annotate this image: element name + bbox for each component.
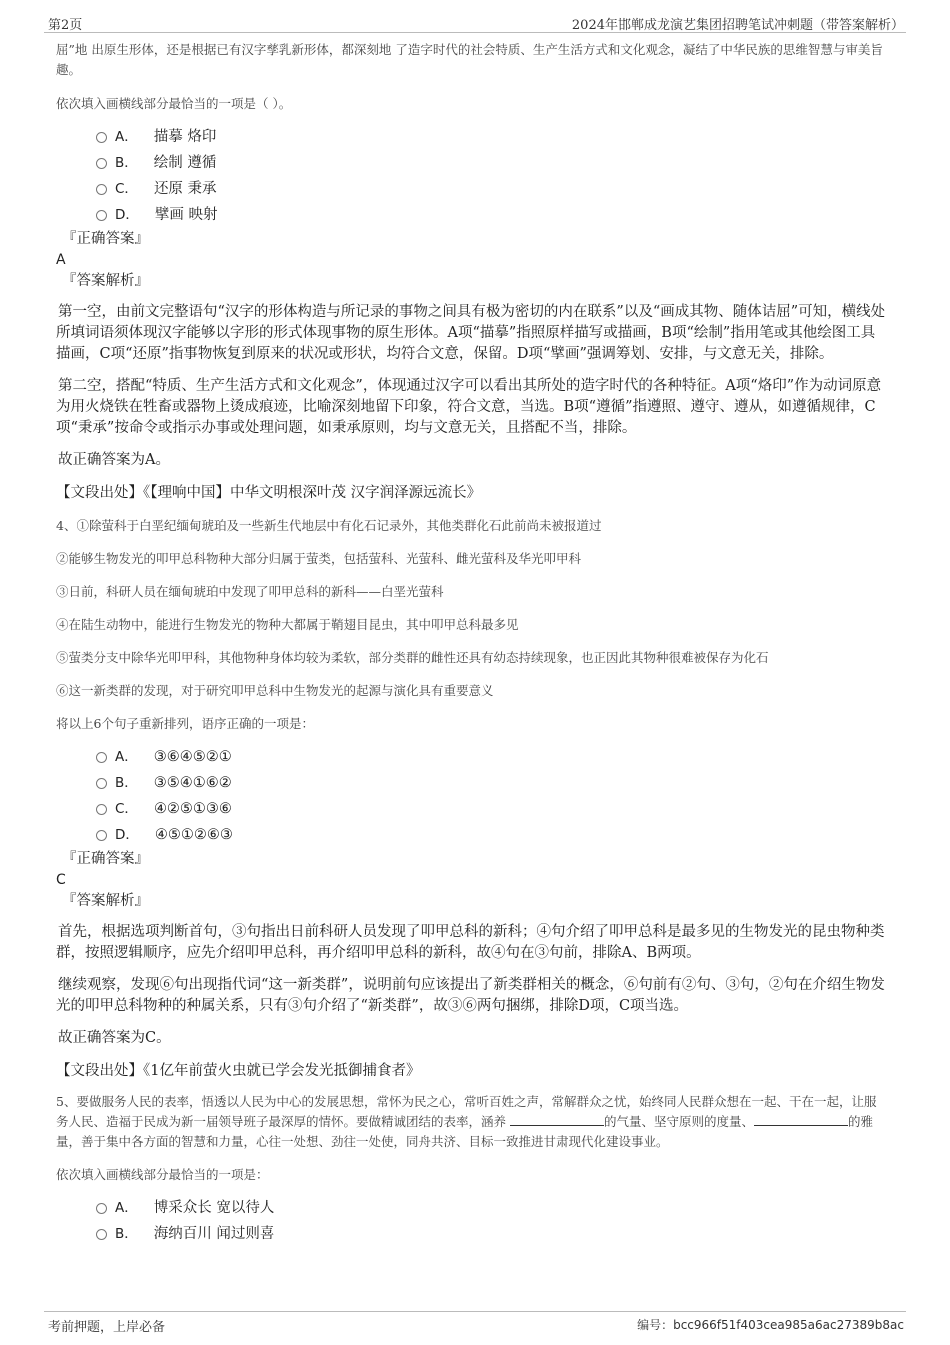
q4-sentence-3: ③日前，科研人员在缅甸琥珀中发现了叩甲总科的新科——白垩光萤科 (56, 584, 444, 599)
q4-option-b[interactable]: B． ③⑤④①⑥② (96, 770, 888, 796)
fill-blank-2[interactable] (754, 1113, 848, 1126)
radio-icon[interactable] (96, 804, 107, 815)
q4-option-d[interactable]: D． ④⑤①②⑥③ (96, 822, 888, 848)
radio-icon[interactable] (96, 830, 107, 841)
radio-icon[interactable] (96, 752, 107, 763)
q5-stem: 5、要做服务人民的表率，悟透以人民为中心的发展思想，常怀为民之心，常听百姓之声，常解群众之忧，始终同人民群众想在一起、干在一起，让服务人民、造福于民成为新一届领导班子最深厚的情怀。要做精诚团结的表率，涵养 的气量、坚守原则的度量、 的雅量，善于集中各方面的智慧和力量，心往一处想、劲往一处使，同舟共济、目标一致推进甘肃现代化建设事业。 (56, 1094, 877, 1149)
page-content (56, 40, 888, 1247)
q3-passage-tail: 屈”地 出原生形体，还是根据已有汉字孳乳新形体，都深刻地 了造字时代的社会特质、生产生活方式和文化观念，凝结了中华民族的思维智慧与审美旨趣。 (56, 42, 883, 77)
q3-answer-label: 『正确答案』 (62, 231, 149, 247)
q4-answer: C (56, 872, 66, 888)
q3-answer: A (56, 252, 66, 268)
q4-option-c[interactable]: C． ④②⑤①③⑥ (96, 796, 888, 822)
q3-option-a[interactable]: A． 描摹 烙印 (96, 124, 888, 150)
q3-source: 【文段出处】《【理响中国】中华文明根深叶茂 汉字润泽源远流长》 (56, 485, 482, 501)
q5-options (96, 1195, 888, 1247)
page-footer (44, 1311, 906, 1334)
radio-icon[interactable] (96, 1203, 107, 1214)
q5-option-a[interactable]: A． 博采众长 宽以待人 (96, 1195, 888, 1221)
q4-prompt: 将以上6个句子重新排列，语序正确的一项是： (56, 716, 314, 731)
q3-options (96, 124, 888, 228)
q4-sentence-4: ④在陆生动物中，能进行生物发光的物种大都属于鞘翅目昆虫，其中叩甲总科最多见 (56, 617, 519, 632)
q3-option-c[interactable]: C． 还原 秉承 (96, 176, 888, 202)
q4-option-a[interactable]: A． ③⑥④⑤②① (96, 744, 888, 770)
q5-option-b[interactable]: B． 海纳百川 闻过则喜 (96, 1221, 888, 1247)
q3-analysis-1: 第一空，由前文完整语句“汉字的形体构造与所记录的事物之间具有极为密切的内在联系”以及“画成其物、随体诘屈”可知，横线处所填词语须体现汉字能够以字形的形式体现事物的原生形体。A项“描摹”指照原样描写或描画，B项“绘制”指用笔或其他绘图工具描画，C项“还原”指事物恢复到原来的状况或形状，均符合文意，保留。D项“擘画”强调筹划、安排，与文意无关，排除。 (56, 304, 886, 362)
q5-prompt: 依次填入画横线部分最恰当的一项是： (56, 1167, 269, 1182)
q4-sentence-6: ⑥这一新类群的发现，对于研究叩甲总科中生物发光的起源与演化具有重要意义 (56, 683, 494, 698)
fill-blank-1[interactable] (510, 1113, 604, 1126)
q4-sentence-1: 4、①除萤科于白垩纪缅甸琥珀及一些新生代地层中有化石记录外，其他类群化石此前尚未被报道过 (56, 518, 602, 533)
radio-icon[interactable] (96, 1229, 107, 1240)
q4-source: 【文段出处】《1亿年前萤火虫就已学会发光抵御捕食者》 (56, 1063, 421, 1079)
q4-analysis-conclusion: 故正确答案为C。 (58, 1030, 171, 1046)
radio-icon[interactable] (96, 132, 107, 143)
page-number: 第2页 (48, 18, 83, 33)
q3-analysis-2: 第二空，搭配“特质、生产生活方式和文化观念”，体现通过汉字可以看出其所处的造字时代的各种特征。A项“烙印”作为动词原意为用火烧铁在牲畜或器物上烫成痕迹，比喻深刻地留下印象，符合文意，当选。B项“遵循”指遵照、遵守、遵从，如遵循规律，C项“秉承”按命令或指示办事或处理问题，如秉承原则，均与文意无关，且搭配不当，排除。 (56, 378, 882, 436)
document-id: 编号：bcc966f51f403cea985a6ac27389b8ac (637, 1318, 904, 1332)
radio-icon[interactable] (96, 158, 107, 169)
q3-analysis-label: 『答案解析』 (62, 273, 149, 289)
q4-analysis-2: 继续观察，发现⑥句出现指代词“这一新类群”，说明前句应该提出了新类群相关的概念，⑥句前有②句、③句，②句在介绍生物发光的叩甲总科物种的种属关系，只有③句介绍了“新类群”，故③⑥两句捆绑，排除D项，C项当选。 (56, 977, 885, 1014)
q4-analysis-1: 首先，根据选项判断首句，③句指出日前科研人员发现了叩甲总科的新科；④句介绍了叩甲总科是最多见的生物发光的昆虫物种类群，按照逻辑顺序，应先介绍叩甲总科，再介绍叩甲总科的新科，故④句在③句前，排除A、B两项。 (56, 924, 885, 961)
page-header (44, 12, 906, 33)
q4-sentence-5: ⑤萤类分支中除华光叩甲科，其他物种身体均较为柔软，部分类群的雌性还具有幼态持续现象，也正因此其物种很难被保存为化石 (56, 650, 769, 665)
q3-option-d[interactable]: D． 擘画 映射 (96, 202, 888, 228)
q4-analysis-label: 『答案解析』 (62, 893, 149, 909)
q4-answer-label: 『正确答案』 (62, 851, 149, 867)
radio-icon[interactable] (96, 184, 107, 195)
document-title: 2024年邯郸成龙演艺集团招聘笔试冲刺题（带答案解析） (571, 18, 904, 33)
q3-prompt: 依次填入画横线部分最恰当的一项是（ ）。 (56, 96, 292, 111)
q4-sentence-2: ②能够生物发光的叩甲总科物种大部分归属于萤类，包括萤科、光萤科、雌光萤科及华光叩甲科 (56, 551, 582, 566)
radio-icon[interactable] (96, 778, 107, 789)
radio-icon[interactable] (96, 210, 107, 221)
q4-options (96, 744, 888, 848)
q3-option-b[interactable]: B． 绘制 遵循 (96, 150, 888, 176)
q3-analysis-conclusion: 故正确答案为A。 (58, 452, 170, 468)
footer-slogan: 考前押题，上岸必备 (48, 1320, 166, 1335)
